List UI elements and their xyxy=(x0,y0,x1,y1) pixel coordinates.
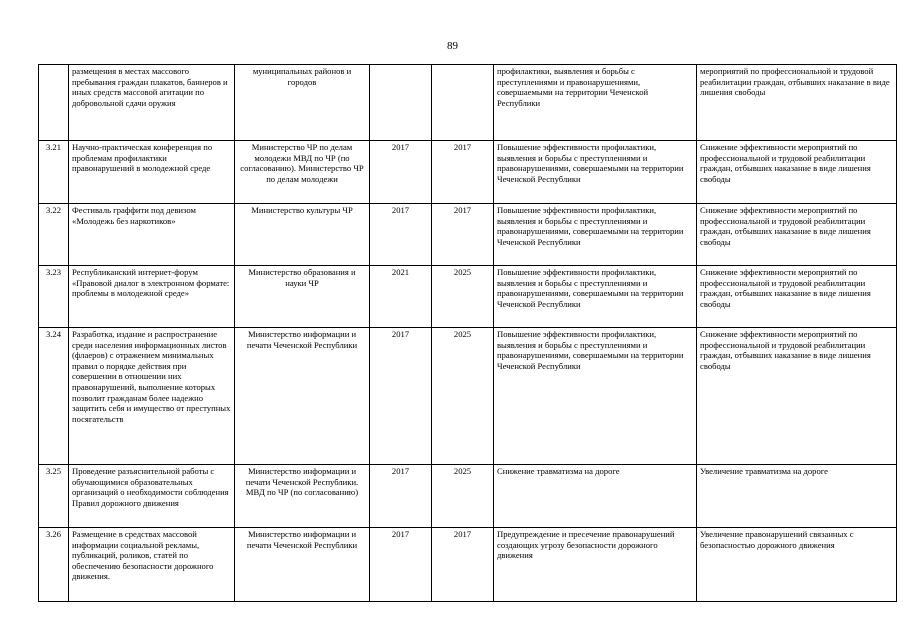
start-year: 2017 xyxy=(370,141,432,204)
consequence: Снижение эффективности мероприятий по профессиональной и трудовой реабилитации граждан, отбывших наказание в виде лишения свободы xyxy=(697,266,897,328)
event-name: Научно-практическая конференция по проблемам профилактики правонарушений в молодежной среде xyxy=(69,141,235,204)
start-year: 2021 xyxy=(370,266,432,328)
expected-result: профилактики, выявления и борьбы с преступлениями и правонарушениями, совершаемыми на территории Чеченской Республики xyxy=(494,65,697,141)
executor: муниципальных районов и городов xyxy=(235,65,370,141)
executor: Министерство ЧР по делам молодежи МВД по ЧР (по согласованию). Министерство ЧР по делам молодежи xyxy=(235,141,370,204)
event-name: Республиканский интернет-форум «Правовой диалог в электронном формате: проблемы в молодежной среде» xyxy=(69,266,235,328)
row-number: 3.25 xyxy=(39,465,69,528)
event-name: Размещение в средствах массовой информации социальной рекламы, публикаций, роликов, статей по обеспечению безопасности дорожного движения. xyxy=(69,528,235,602)
table-row xyxy=(39,328,897,465)
executor: Министерство информации и печати Чеченской Республики xyxy=(235,328,370,465)
end-year: 2025 xyxy=(432,465,494,528)
row-number: 3.21 xyxy=(39,141,69,204)
event-name: Разработка, издание и распространение среди населения информационных листов (флаеров) с отражением минимальных правил о порядке действия при совершении в отношении них правонарушений, выполнение которых позволит гражданам более надежно защитить себя и имущество от преступных посягательств xyxy=(69,328,235,465)
consequence: Снижение эффективности мероприятий по профессиональной и трудовой реабилитации граждан, отбывших наказание в виде лишения свободы xyxy=(697,204,897,266)
executor: Министерство информации и печати Чеченской Республики. МВД по ЧР (по согласованию) xyxy=(235,465,370,528)
row-number: 3.26 xyxy=(39,528,69,602)
measures-table xyxy=(38,64,897,602)
consequence: Снижение эффективности мероприятий по профессиональной и трудовой реабилитации граждан, отбывших наказание в виде лишения свободы xyxy=(697,328,897,465)
expected-result: Повышение эффективности профилактики, выявления и борьбы с преступлениями и правонарушениями, совершаемыми на территории Чеченской Республики xyxy=(494,141,697,204)
expected-result: Предупреждение и пресечение правонарушений создающих угрозу безопасности дорожного движения xyxy=(494,528,697,602)
consequence: Снижение эффективности мероприятий по профессиональной и трудовой реабилитации граждан, отбывших наказание в виде лишения свободы xyxy=(697,141,897,204)
table-row xyxy=(39,204,897,266)
row-number: 3.24 xyxy=(39,328,69,465)
row-number: 3.22 xyxy=(39,204,69,266)
end-year: 2017 xyxy=(432,204,494,266)
start-year: 2017 xyxy=(370,465,432,528)
row-number: 3.23 xyxy=(39,266,69,328)
expected-result: Повышение эффективности профилактики, выявления и борьбы с преступлениями и правонарушениями, совершаемыми на территории Чеченской Республики xyxy=(494,328,697,465)
end-year: 2025 xyxy=(432,266,494,328)
event-name: размещения в местах массового пребывания граждан плакатов, баннеров и иных средств массовой агитации по добровольной сдачи оружия xyxy=(69,65,235,141)
end-year: 2025 xyxy=(432,328,494,465)
start-year: 2017 xyxy=(370,204,432,266)
row-number xyxy=(39,65,69,141)
start-year: 2017 xyxy=(370,328,432,465)
expected-result: Повышение эффективности профилактики, выявления и борьбы с преступлениями и правонарушениями, совершаемыми на территории Чеченской Республики xyxy=(494,204,697,266)
consequence: Увеличение травматизма на дороге xyxy=(697,465,897,528)
end-year xyxy=(432,65,494,141)
event-name: Фестиваль граффити под девизом «Молодежь без наркотиков» xyxy=(69,204,235,266)
table-row xyxy=(39,465,897,528)
consequence: мероприятий по профессиональной и трудовой реабилитации граждан, отбывших наказание в виде лишения свободы xyxy=(697,65,897,141)
start-year xyxy=(370,65,432,141)
expected-result: Снижение травматизма на дороге xyxy=(494,465,697,528)
table-row xyxy=(39,266,897,328)
table-row xyxy=(39,528,897,602)
table-row xyxy=(39,141,897,204)
end-year: 2017 xyxy=(432,528,494,602)
event-name: Проведение разъяснительной работы с обучающимися образовательных организаций о необходимости соблюдения Правил дорожного движения xyxy=(69,465,235,528)
executor: Министерство образования и науки ЧР xyxy=(235,266,370,328)
page-number: 89 xyxy=(447,40,458,52)
expected-result: Повышение эффективности профилактики, выявления и борьбы с преступлениями и правонарушениями, совершаемыми на территории Чеченской Республики xyxy=(494,266,697,328)
start-year: 2017 xyxy=(370,528,432,602)
executor: Министерство информации и печати Чеченской Республики xyxy=(235,528,370,602)
end-year: 2017 xyxy=(432,141,494,204)
table-row xyxy=(39,65,897,141)
executor: Министерство культуры ЧР xyxy=(235,204,370,266)
consequence: Увеличение правонарушений связанных с безопасностью дорожного движения xyxy=(697,528,897,602)
